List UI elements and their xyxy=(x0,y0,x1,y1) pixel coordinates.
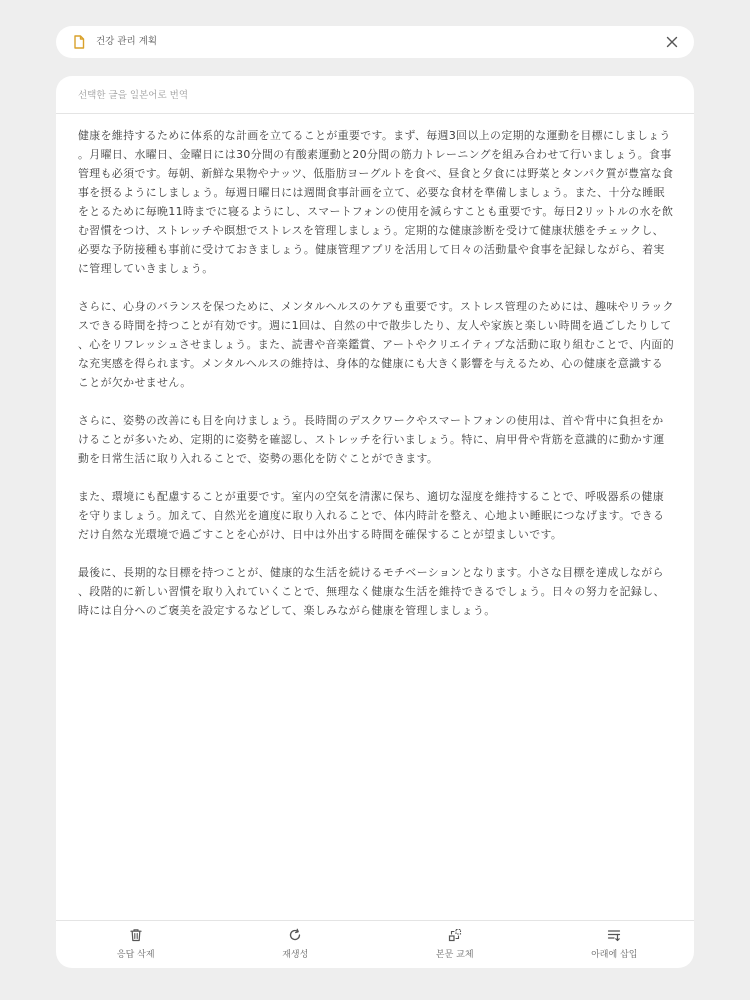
paragraph: 健康を維持するために体系的な計画を立てることが重要です。まず、毎週3回以上の定期的な運動を目標にしましょう。月曜日、水曜日、金曜日には30分間の有酸素運動と20分間の筋力トレーニングを組み合わせて行いましょう。食事管理も必須です。毎朝、新鮮な果物やナッツ、低脂肪ヨーグルトを食べ、昼食と夕食には野菜とタンパク質が豊富な食事を摂るようにしましょう。毎週日曜日には週間食事計画を立て、必要な食材を準備しましょう。また、十分な睡眠をとるために毎晩11時までに寝るようにし、スマートフォンの使用を減らすことも重要です。毎日2リットルの水を飲む習慣をつけ、ストレッチや瞑想でストレスを管理しましょう。定期的な健康診断を受けて健康状態をチェックし、必要な予防接種も事前に受けておきましょう。健康管理アプリを活用して日々の活動量や食事を記録しながら、着実に管理していきましょう。 xyxy=(78,129,674,275)
regenerate-button[interactable] xyxy=(216,921,376,968)
instruction-label: 선택한 글을 일본어로 번역 xyxy=(78,90,189,101)
header-bar xyxy=(56,26,694,58)
panel-header xyxy=(56,76,694,114)
response-content xyxy=(78,126,674,639)
paragraph: また、環境にも配慮することが重要です。室内の空気を清潔に保ち、適切な湿度を維持することで、呼吸器系の健康を守りましょう。加えて、自然光を適度に取り入れることで、体内時計を整え、心地よい睡眠につなげます。できるだけ自然な光環境で過ごすことを心がけ、日中は外出する時間を確保することが望ましいです。 xyxy=(78,490,665,541)
action-toolbar xyxy=(56,920,694,968)
document-icon xyxy=(71,34,87,50)
translation-panel xyxy=(56,76,694,968)
regenerate-label: 재생성 xyxy=(282,950,309,960)
close-icon[interactable] xyxy=(662,32,682,52)
paragraph: 最後に、長期的な目標を持つことが、健康的な生活を続けるモチベーションとなります。小さな目標を達成しながら、段階的に新しい習慣を取り入れていくことで、無理なく健康な生活を維持できるでしょう。日々の努力を記録し、時には自分へのご褒美を設定するなどして、楽しみながら健康を管理しましょう。 xyxy=(78,566,665,617)
insert-below-icon xyxy=(607,928,621,942)
replace-text-button[interactable] xyxy=(375,921,535,968)
insert-below-label: 아래에 삽입 xyxy=(591,950,638,960)
paragraph: さらに、姿勢の改善にも目を向けましょう。長時間のデスクワークやスマートフォンの使用は、首や背中に負担をかけることが多いため、定期的に姿勢を確認し、ストレッチを行いましょう。特に、肩甲骨や背筋を意識的に動かす運動を日常生活に取り入れることで、姿勢の悪化を防ぐことができます。 xyxy=(78,414,665,465)
delete-response-label: 응답 삭제 xyxy=(116,950,155,960)
replace-icon xyxy=(448,928,462,942)
paragraph: さらに、心身のバランスを保つために、メンタルヘルスのケアも重要です。ストレス管理のためには、趣味やリラックスできる時間を持つことが有効です。週に1回は、自然の中で散歩したり、友人や家族と楽しい時間を過ごしたりして、心をリフレッシュさせましょう。また、読書や音楽鑑賞、アートやクリエイティブな活動に取り組むことで、内面的な充実感を得られます。メンタルヘルスの維持は、身体的な健康にも大きく影響を与えるため、心の健康を意識することが欠かせません。 xyxy=(78,300,675,389)
insert-below-button[interactable] xyxy=(535,921,695,968)
refresh-icon xyxy=(288,928,302,942)
replace-text-label: 본문 교체 xyxy=(435,950,474,960)
window-title: 건강 관리 계획 xyxy=(96,36,158,47)
trash-icon xyxy=(129,928,143,942)
delete-response-button[interactable] xyxy=(56,921,216,968)
